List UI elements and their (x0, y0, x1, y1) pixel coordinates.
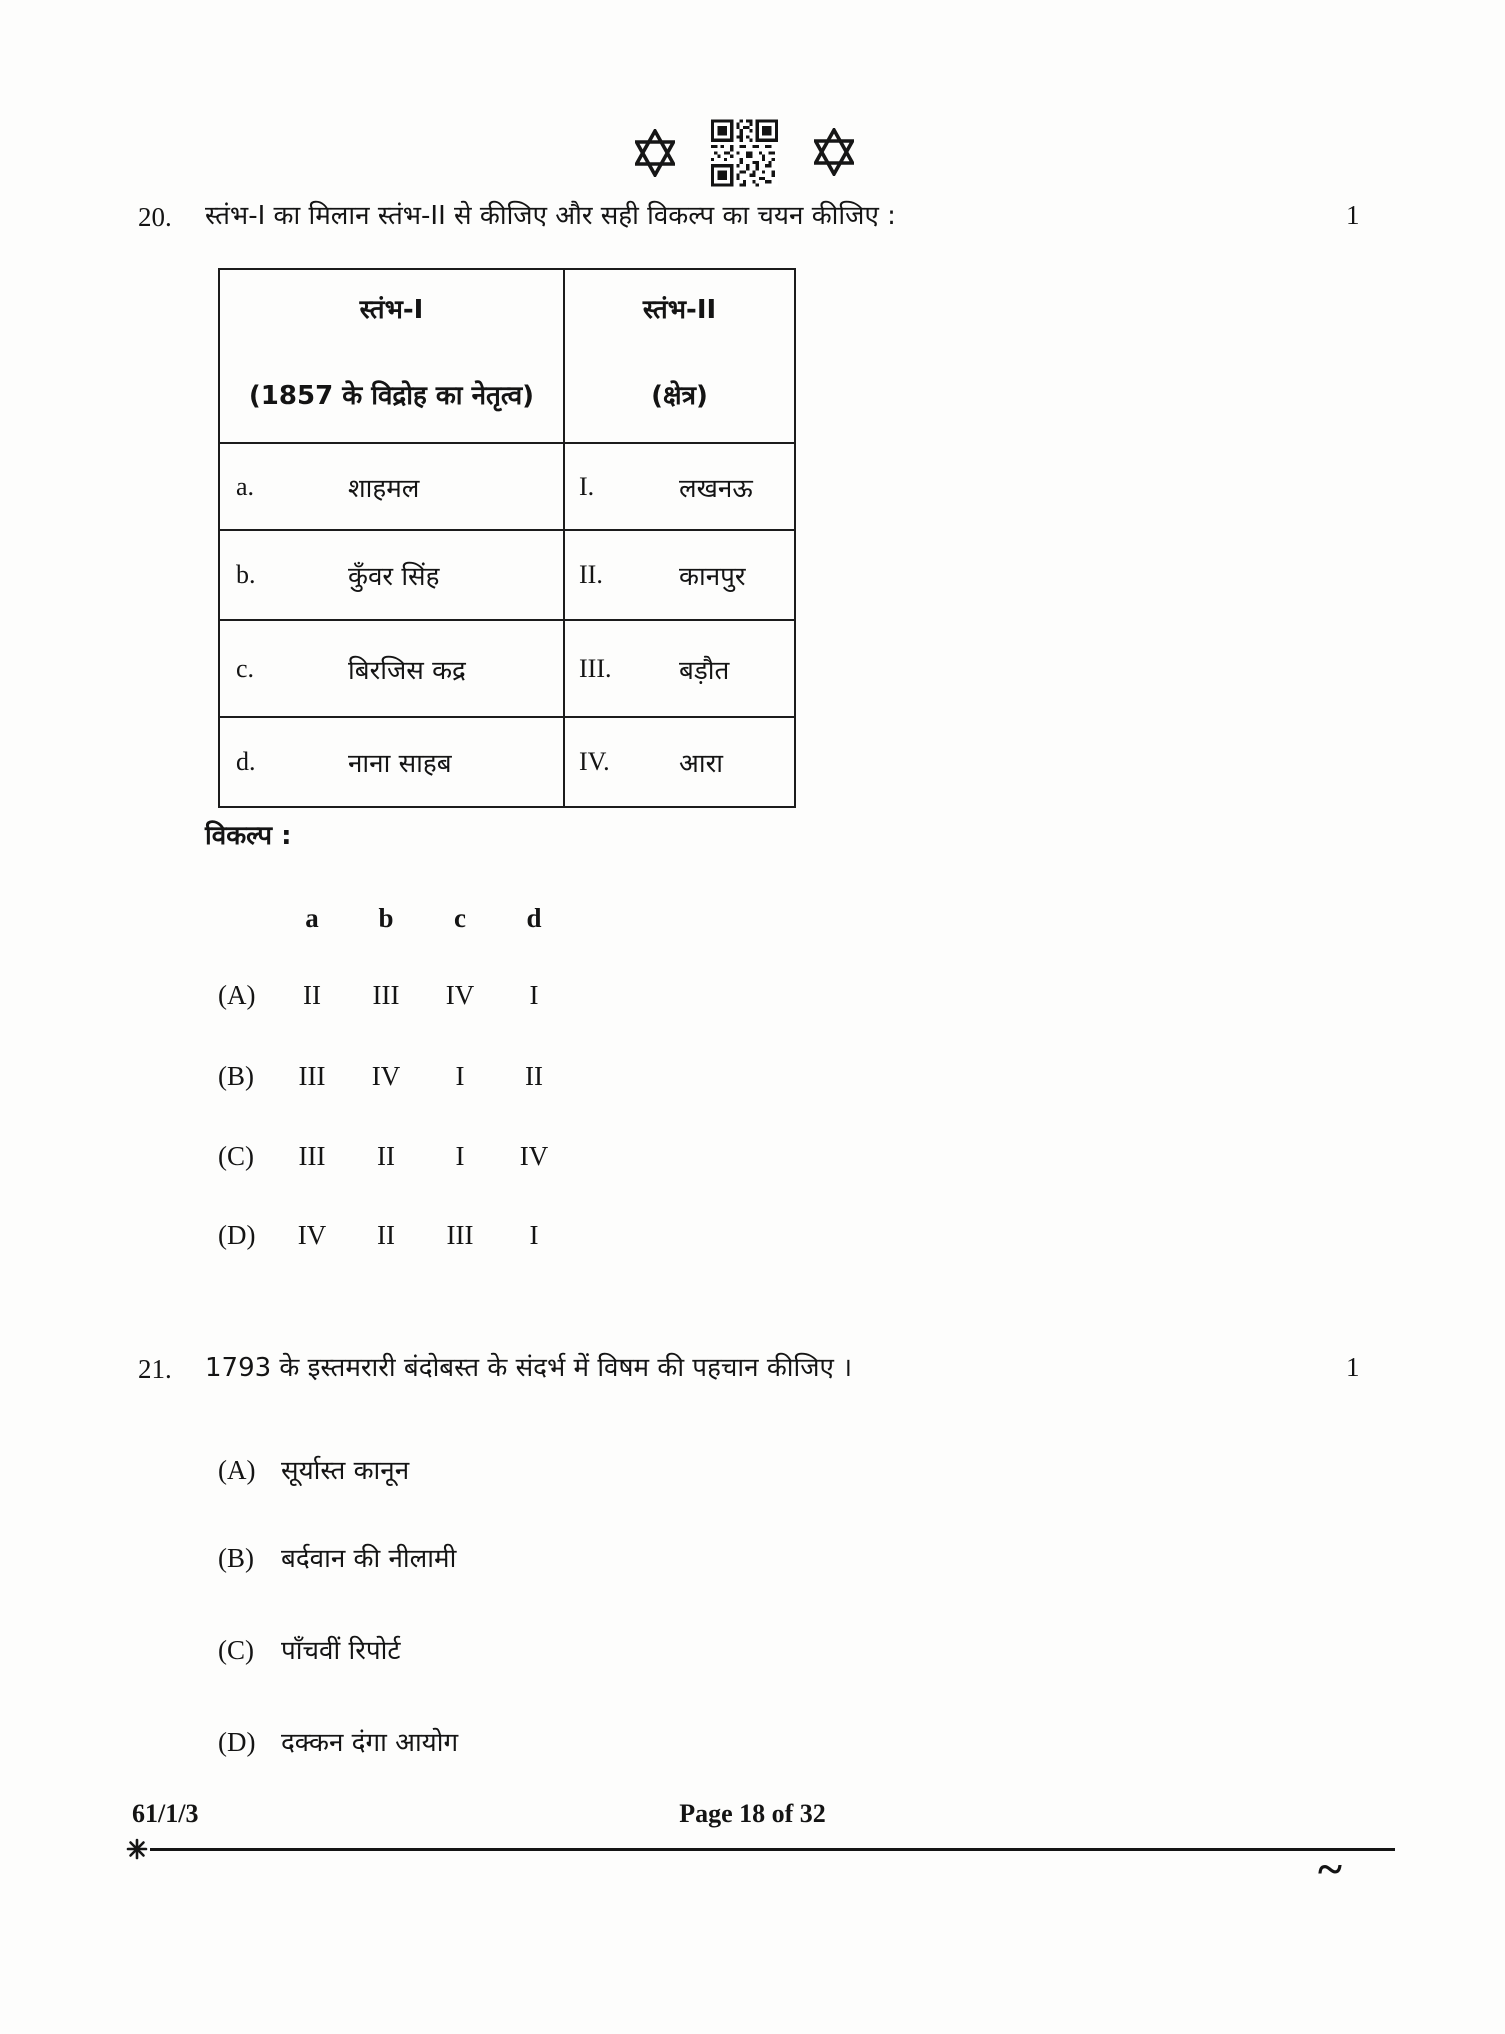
option-value: IV (519, 1141, 549, 1171)
option-text: पाँचवीं रिपोर्ट (281, 1636, 401, 1666)
row-name: शाहमल (348, 473, 420, 504)
option-label: (C) (218, 1635, 254, 1665)
question-20-text: स्तंभ-I का मिलान स्तंभ-II से कीजिए और सही विकल्प का चयन कीजिए : (205, 201, 896, 231)
star-of-david-icon (814, 128, 854, 176)
option-value: II (377, 1220, 395, 1250)
row-place: आरा (679, 749, 723, 779)
option-value: I (455, 1061, 465, 1091)
q21-option-D (218, 1727, 458, 1760)
row-numeral: III. (579, 653, 612, 683)
question-20-marks: 1 (1346, 200, 1360, 230)
row-key: a. (236, 471, 255, 501)
q21-option-B (218, 1543, 456, 1576)
row-place: लखनऊ (679, 473, 753, 504)
flower-asterisk-icon (126, 1838, 148, 1860)
option-value: I (529, 1220, 539, 1250)
row-place: कानपुर (679, 562, 746, 592)
column2-header-cell (565, 270, 794, 442)
row-numeral: IV. (579, 747, 610, 776)
q21-option-C (218, 1635, 400, 1668)
table-row (220, 716, 794, 806)
question-21-text: 1793 के इस्तमरारी बंदोबस्त के संदर्भ में विषम की पहचान कीजिए । (205, 1353, 853, 1383)
option-value: II (303, 980, 321, 1010)
column1-header-cell (220, 270, 565, 442)
column2-subtitle: (क्षेत्र) (651, 381, 708, 411)
tilde-mark: ~ (1318, 1843, 1342, 1894)
table-row (220, 619, 794, 716)
option-value: IV (297, 1220, 327, 1250)
question-20-number: 20. (138, 202, 172, 232)
star-of-david-icon (635, 129, 675, 177)
option-value: III (298, 1141, 326, 1171)
letter-d: d (526, 903, 542, 933)
row-numeral: I. (579, 471, 595, 501)
option-row-B (218, 1061, 571, 1092)
option-text: दक्कन दंगा आयोग (281, 1728, 459, 1758)
table-row (220, 529, 794, 619)
option-value: IV (445, 980, 475, 1010)
qr-code (711, 119, 778, 187)
match-columns-table (218, 268, 796, 808)
option-value: II (525, 1061, 543, 1091)
option-label: (B) (218, 1543, 254, 1573)
option-text: सूर्यास्त कानून (281, 1456, 410, 1486)
option-value: II (377, 1141, 395, 1171)
option-value: III (372, 980, 400, 1010)
option-label: (D) (218, 1220, 256, 1250)
q21-option-A (218, 1455, 409, 1488)
page-number-label: Page 18 of 32 (679, 1799, 826, 1828)
footer-divider-rule (150, 1848, 1395, 1851)
option-value: I (529, 980, 539, 1010)
option-value: I (455, 1141, 465, 1171)
option-row-D (218, 1220, 571, 1251)
option-value: III (298, 1061, 326, 1091)
column2-title: स्तंभ-II (642, 295, 717, 325)
row-numeral: II. (579, 560, 603, 589)
row-name: बिरजिस कद्र (348, 655, 466, 686)
option-label: (B) (218, 1061, 254, 1091)
option-label: (D) (218, 1727, 256, 1757)
letter-c: c (454, 903, 466, 933)
option-value: III (446, 1220, 474, 1250)
option-row-A (218, 980, 571, 1011)
letter-a: a (305, 903, 319, 933)
question-21-number: 21. (138, 1354, 172, 1384)
options-letter-header (275, 903, 571, 934)
option-row-C (218, 1141, 571, 1172)
option-label: (C) (218, 1141, 254, 1171)
options-label: विकल्प : (205, 821, 292, 851)
letter-b: b (378, 903, 394, 933)
column1-title: स्तंभ-I (359, 295, 424, 325)
option-label: (A) (218, 980, 256, 1010)
row-place: बड़ौत (679, 655, 730, 686)
column1-subtitle: (1857 के विद्रोह का नेतृत्व) (248, 381, 535, 411)
row-key: c. (236, 653, 255, 683)
option-label: (A) (218, 1455, 256, 1485)
row-key: b. (236, 560, 256, 589)
question-21-marks: 1 (1346, 1352, 1360, 1382)
row-name: नाना साहब (348, 749, 452, 779)
table-row (220, 442, 794, 529)
table-header-row (220, 270, 794, 442)
option-value: IV (371, 1061, 401, 1091)
row-key: d. (236, 747, 256, 776)
row-name: कुँवर सिंह (348, 562, 440, 592)
paper-code: 61/1/3 (132, 1799, 199, 1828)
option-text: बर्दवान की नीलामी (281, 1544, 457, 1574)
